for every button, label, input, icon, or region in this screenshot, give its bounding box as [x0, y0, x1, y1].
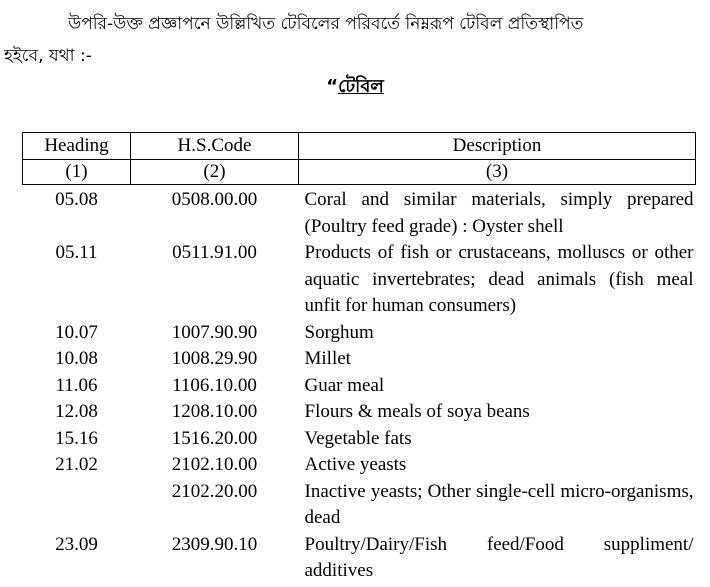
- table-title-text: টেবিল: [338, 76, 384, 97]
- heading-cell: 11.06: [55, 374, 98, 396]
- table-body: [23, 185, 696, 585]
- hs-code-cell: 1008.29.90: [171, 348, 258, 369]
- heading-cell: 10.07: [55, 321, 98, 343]
- column-number-1: (1): [23, 160, 131, 185]
- heading-cell: 23.09: [55, 533, 98, 555]
- table-row: [23, 346, 696, 373]
- hs-code-cell: 0511.91.00: [172, 242, 257, 263]
- description-cell: Products of fish or crustaceans, molluscs or other aquatic invertebrates; dead animals (fish meal unfit for human consumers): [304, 242, 694, 316]
- hs-code-cell: 1516.20.00: [171, 427, 258, 449]
- intro-line-2: হইবে, যথা :-: [4, 46, 92, 66]
- hs-code-cell: 1208.10.00: [171, 401, 258, 422]
- heading-cell: 10.08: [55, 348, 98, 369]
- hs-code-cell: 1106.10.00: [172, 374, 257, 396]
- table-row: [23, 399, 696, 426]
- header-heading: Heading: [23, 133, 131, 160]
- column-number-3: (3): [299, 160, 696, 185]
- heading-cell: 12.08: [55, 401, 98, 422]
- hs-code-cell: 2102.20.00: [171, 480, 258, 502]
- description-cell: Guar meal: [304, 374, 385, 396]
- table-row: [23, 185, 696, 241]
- table-row: [23, 426, 696, 453]
- column-number-row: [23, 160, 696, 185]
- heading-cell: 15.16: [55, 427, 98, 449]
- description-cell: Poultry/Dairy/Fish feed/Food suppliment/ additives: [304, 533, 694, 581]
- heading-cell: 21.02: [55, 454, 98, 475]
- heading-cell: [23, 479, 131, 532]
- tariff-table: [22, 132, 696, 585]
- description-cell: Coral and similar materials, simply prepared (Poultry feed grade) : Oyster shell: [304, 189, 694, 237]
- hs-code-cell: 2309.90.10: [171, 533, 258, 555]
- header-description: Description: [299, 133, 696, 160]
- intro-line-1: উপরি-উক্ত প্রজ্ঞাপনে উল্লিখিত টেবিলের পরিবর্তে নিম্নরূপ টেবিল প্রতিস্থাপিত: [68, 14, 584, 34]
- description-cell: Active yeasts: [304, 454, 407, 475]
- header-hs-code: H.S.Code: [131, 133, 299, 160]
- description-cell: Flours & meals of soya beans: [304, 401, 530, 422]
- table-row: [23, 479, 696, 532]
- heading-cell: 05.11: [55, 242, 98, 263]
- description-cell: Sorghum: [304, 321, 374, 343]
- heading-cell: 05.08: [55, 189, 98, 210]
- table-row: [23, 320, 696, 347]
- table-title: [0, 72, 710, 103]
- table-header: [23, 133, 696, 185]
- hs-code-cell: 2102.10.00: [171, 454, 258, 475]
- hs-code-cell: 0508.00.00: [171, 189, 258, 210]
- table-row: [23, 532, 696, 585]
- intro-paragraph: [4, 8, 704, 72]
- opening-quote: “: [326, 76, 339, 97]
- description-cell: Inactive yeasts; Other single-cell micro-organisms, dead: [304, 480, 694, 528]
- header-row: [23, 133, 696, 160]
- table-row: [23, 373, 696, 400]
- description-cell: Millet: [304, 348, 351, 369]
- table-row: [23, 452, 696, 479]
- hs-code-cell: 1007.90.90: [171, 321, 258, 343]
- table-row: [23, 240, 696, 320]
- column-number-2: (2): [131, 160, 299, 185]
- description-cell: Vegetable fats: [304, 427, 412, 449]
